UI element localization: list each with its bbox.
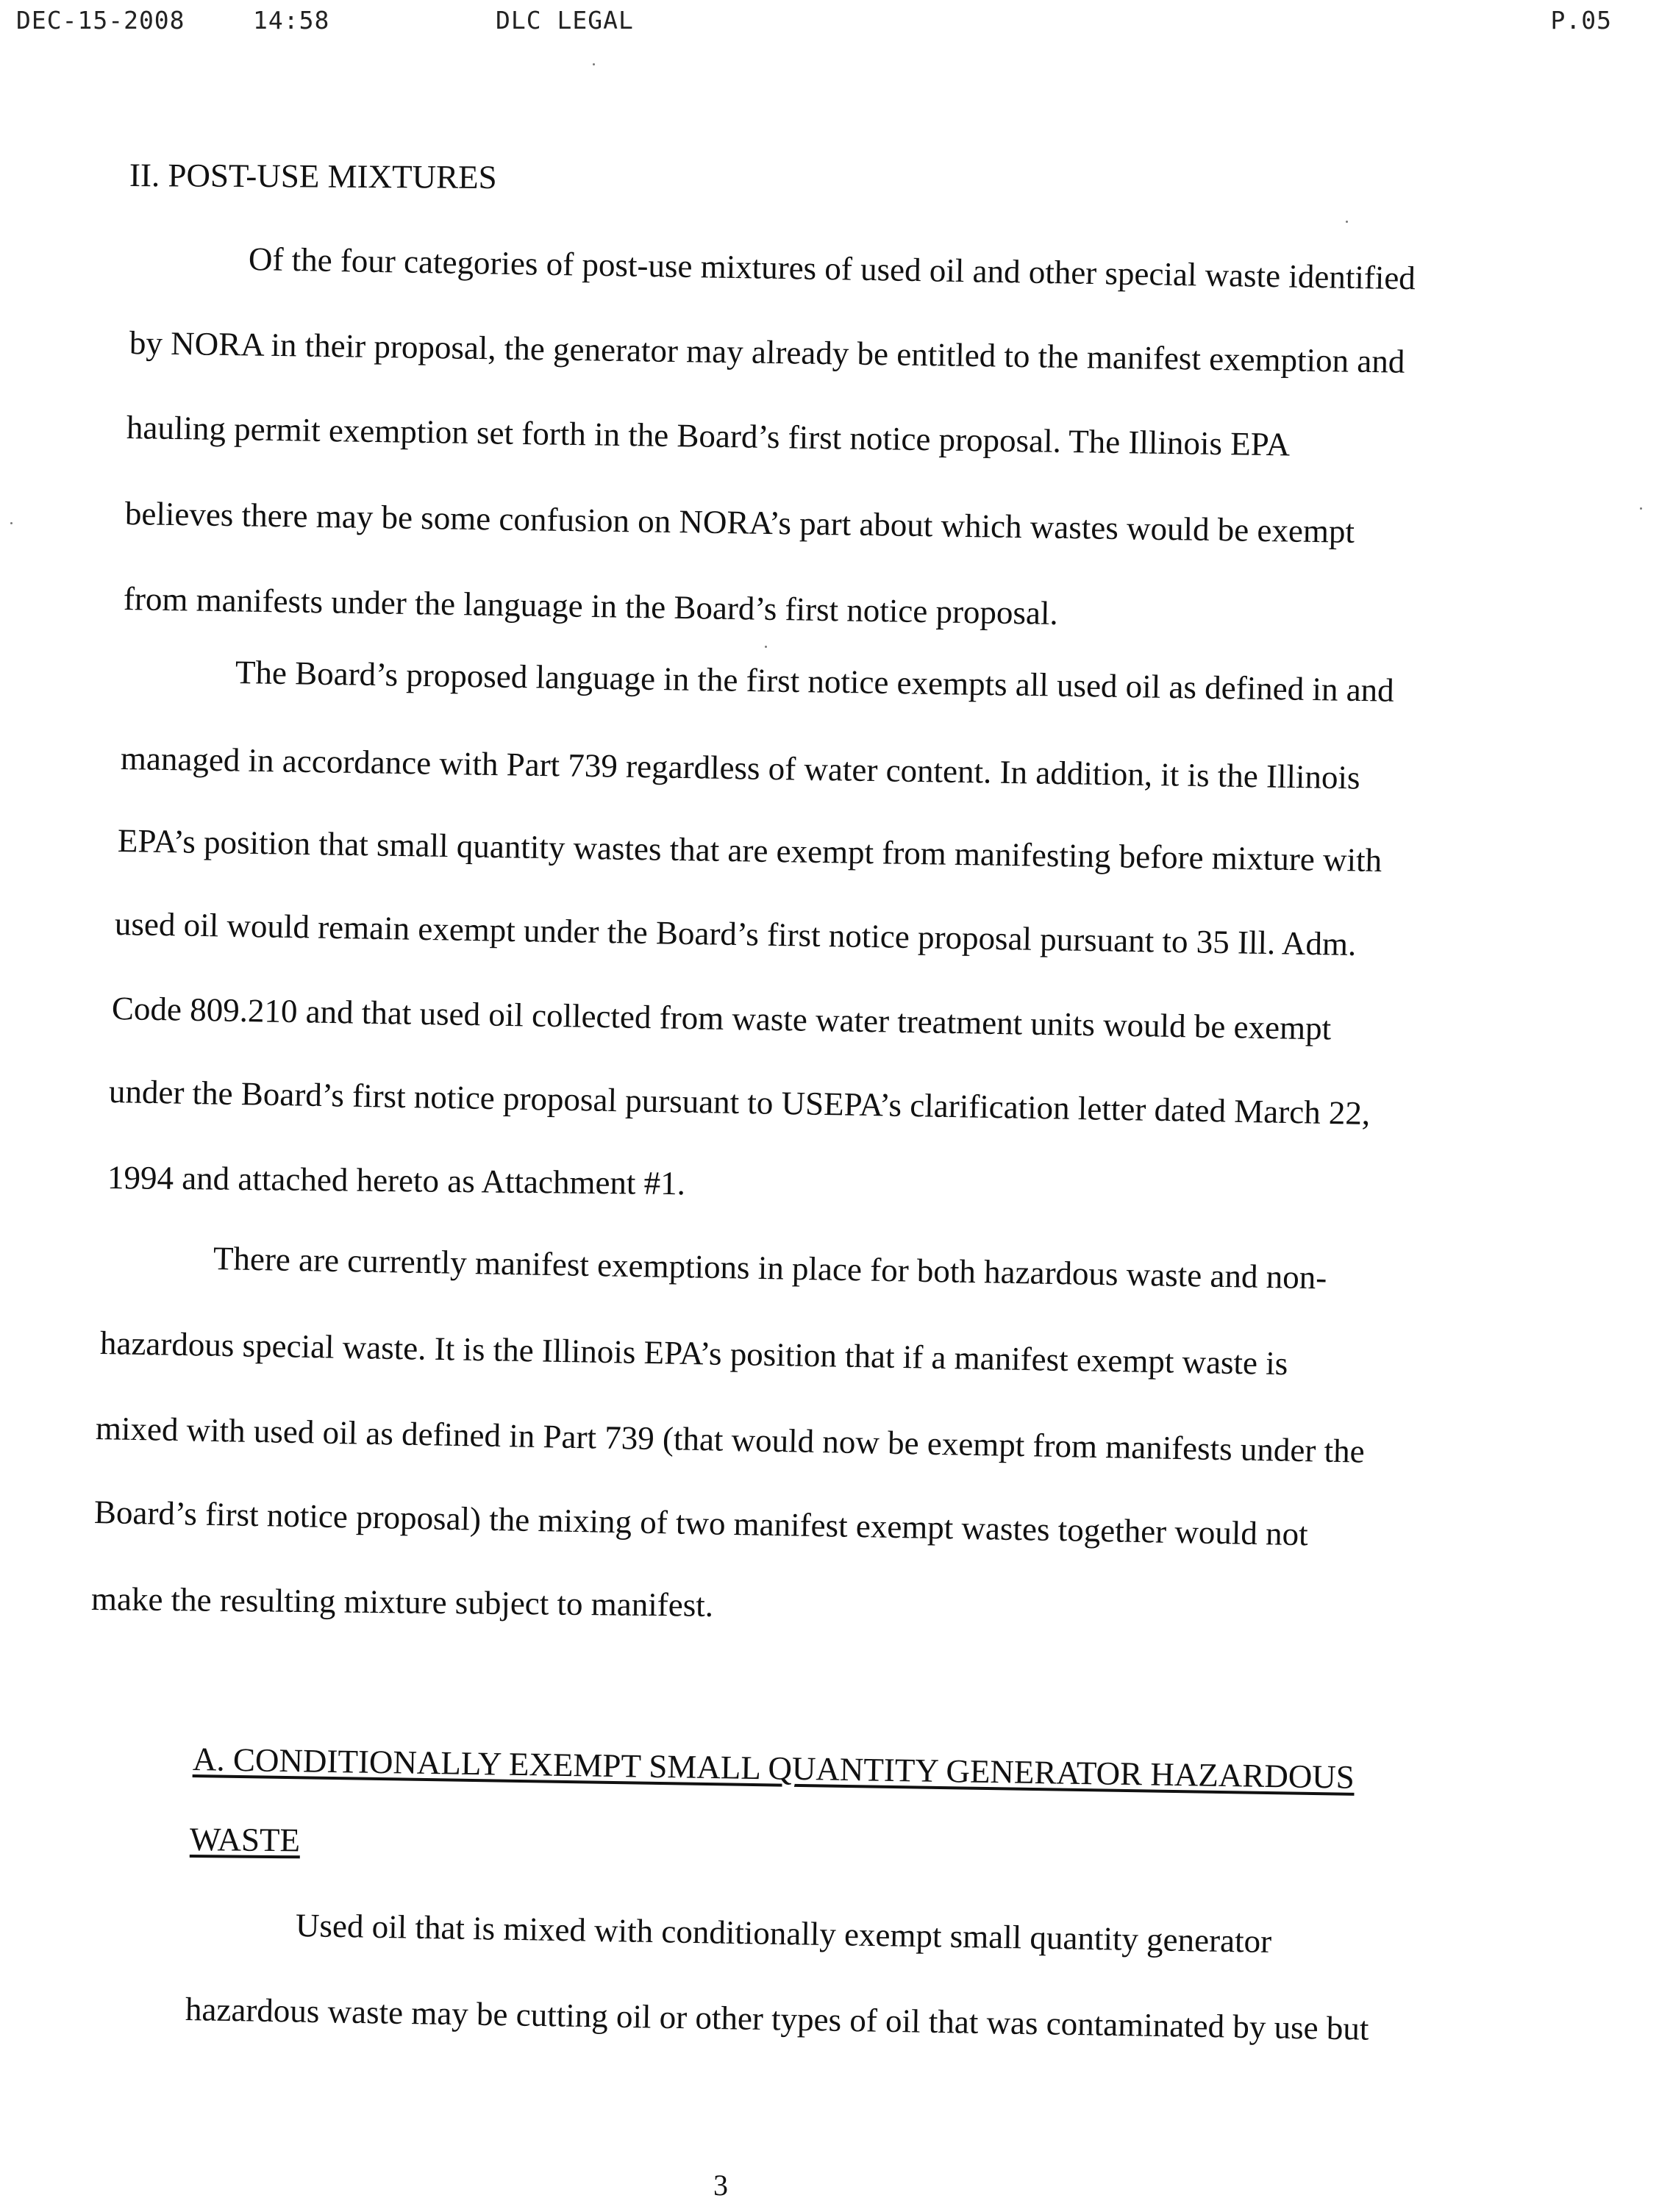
paragraph-1-line: believes there may be some confusion on NORA’s part about which wastes would be exempt: [124, 495, 1355, 550]
paragraph-3-line: mixed with used oil as defined in Part 739 (that would now be exempt from manifests under the: [95, 1410, 1366, 1470]
paragraph-3-line: make the resulting mixture subject to manifest.: [90, 1580, 714, 1624]
paragraph-2-line: EPA’s position that small quantity wastes that are exempt from manifesting before mixture with: [117, 822, 1382, 880]
fax-sender: DLC LEGAL: [496, 6, 634, 35]
paragraph-2-line: managed in accordance with Part 739 regardless of water content. In addition, it is the Illinois: [120, 740, 1360, 796]
paragraph-4-line: Used oil that is mixed with conditionally exempt small quantity generator: [295, 1907, 1272, 1961]
scan-speck: [765, 646, 767, 648]
paragraph-3-line: There are currently manifest exemptions in place for both hazardous waste and non-: [213, 1240, 1327, 1296]
scan-speck: [10, 522, 13, 524]
paragraph-2-line: 1994 and attached hereto as Attachment #1.: [107, 1159, 686, 1202]
subheading-line: A. CONDITIONALLY EXEMPT SMALL QUANTITY GENERATOR HAZARDOUS: [192, 1741, 1355, 1796]
section-title: II. POST-USE MIXTURES: [129, 157, 497, 196]
page-number: 3: [713, 2169, 728, 2202]
paragraph-1-line: Of the four categories of post-use mixtures of used oil and other special waste identified: [248, 240, 1416, 297]
paragraph-2-line: used oil would remain exempt under the Board’s first notice proposal pursuant to 35 Ill. Adm.: [114, 905, 1357, 963]
fax-date: DEC-15-2008: [16, 6, 185, 35]
paragraph-2-line: under the Board’s first notice proposal pursuant to USEPA’s clarification letter dated March 22,: [108, 1073, 1371, 1132]
paragraph-3-line: Board’s first notice proposal) the mixing of two manifest exempt wastes together would not: [93, 1494, 1309, 1553]
scan-speck: [593, 63, 595, 65]
paragraph-1-line: by NORA in their proposal, the generator may already be entitled to the manifest exemption and: [129, 324, 1405, 380]
paragraph-1-line: from manifests under the language in the Board’s first notice proposal.: [123, 580, 1059, 632]
subheading-line: WASTE: [189, 1821, 301, 1859]
fax-time: 14:58: [253, 6, 330, 35]
paragraph-3-line: hazardous special waste. It is the Illinois EPA’s position that if a manifest exempt waste is: [99, 1324, 1288, 1382]
paragraph-2-line: The Board’s proposed language in the first notice exempts all used oil as defined in and: [235, 654, 1395, 709]
fax-page-number: P.05: [1550, 6, 1612, 35]
fax-header: [16, 6, 1612, 43]
scan-speck: [1346, 221, 1348, 223]
scan-speck: [1640, 507, 1642, 510]
paragraph-2-line: Code 809.210 and that used oil collected from waste water treatment units would be exempt: [111, 990, 1332, 1047]
paragraph-4-line: hazardous waste may be cutting oil or other types of oil that was contaminated by use but: [185, 1991, 1369, 2047]
paragraph-1-line: hauling permit exemption set forth in the Board’s first notice proposal. The Illinois EPA: [126, 409, 1291, 463]
